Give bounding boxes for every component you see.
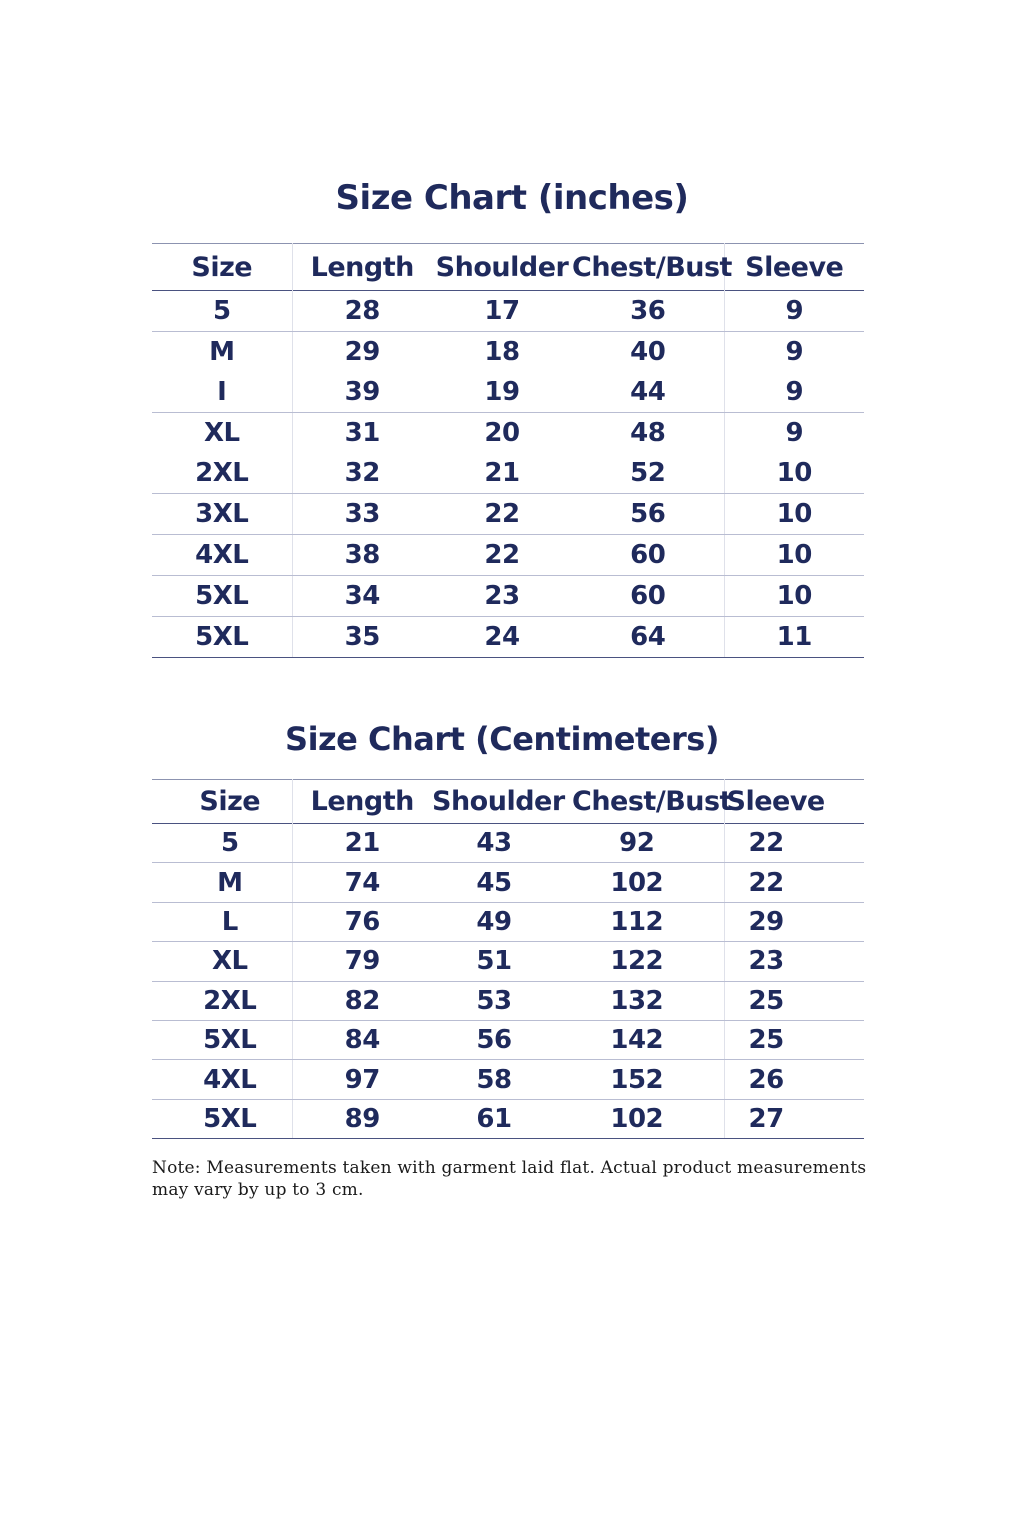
- cell-shoulder: 22: [432, 494, 572, 535]
- table-row: [152, 1020, 864, 1059]
- cell-length: 38: [292, 535, 432, 576]
- cell-chest-bust: 60: [572, 576, 724, 617]
- cell-sleeve: 29: [724, 902, 864, 941]
- cell-sleeve: 9: [785, 418, 804, 448]
- cell-length: 31: [344, 418, 380, 448]
- cell-length: 35: [292, 617, 432, 658]
- table-row: [152, 617, 864, 658]
- cell-sleeve: 25: [724, 981, 864, 1020]
- cell-length: 34: [292, 576, 432, 617]
- table-row: [152, 494, 864, 535]
- cell-shoulder: 53: [432, 981, 572, 1020]
- header-chest-bust: Chest/Bust: [572, 780, 724, 824]
- cell-length: 33: [292, 494, 432, 535]
- cell-shoulder: 49: [432, 902, 572, 941]
- cell-chest-bust: 60: [572, 535, 724, 576]
- cell-sleeve: 11: [724, 617, 864, 658]
- cell-sleeve: 9: [724, 291, 864, 332]
- cell-sleeve: 10: [724, 494, 864, 535]
- cell-sleeve: 9: [785, 337, 804, 367]
- cell-sleeve: 23: [724, 942, 864, 981]
- cell-size: 5XL: [152, 617, 292, 658]
- cell-size: 5XL: [152, 576, 292, 617]
- cell-chest-bust: 92: [572, 824, 724, 863]
- cell-shoulder: 17: [432, 291, 572, 332]
- cell-chest-bust: 40: [572, 332, 724, 373]
- cell-shoulder: 23: [432, 576, 572, 617]
- table-header-row: [152, 780, 864, 824]
- table-row: [152, 942, 864, 981]
- cell-shoulder: 51: [432, 942, 572, 981]
- cell-chest-bust: 142: [572, 1020, 724, 1059]
- cell-size: 2XL: [152, 453, 292, 494]
- cell-length: 82: [292, 981, 432, 1020]
- header-length: Length: [310, 786, 414, 817]
- table-row: [152, 413, 864, 454]
- cell-size: XL: [152, 942, 292, 981]
- header-chest-bust: Chest/Bust: [572, 244, 724, 291]
- cell-chest-bust: 64: [572, 617, 724, 658]
- cell-sleeve: 22: [724, 824, 864, 863]
- cell-sleeve: 9: [724, 372, 864, 413]
- cell-chest-bust: 48: [572, 413, 724, 454]
- header-shoulder: Shoulder: [435, 251, 569, 283]
- header-shoulder: Shoulder: [432, 786, 565, 817]
- cell-chest-bust: 102: [572, 1099, 724, 1138]
- table-row: [152, 332, 864, 373]
- cell-length: 84: [292, 1020, 432, 1059]
- cell-sleeve: 25: [724, 1020, 864, 1059]
- cell-shoulder: 21: [432, 453, 572, 494]
- cell-sleeve: 10: [724, 576, 864, 617]
- cell-length: 28: [292, 291, 432, 332]
- header-sleeve: Sleeve: [745, 251, 844, 283]
- cell-shoulder: 58: [432, 1060, 572, 1099]
- centimeters-size-table: [152, 779, 864, 1139]
- cell-size: M: [152, 332, 292, 373]
- cell-length: 76: [292, 902, 432, 941]
- cell-chest-bust: 102: [572, 863, 724, 902]
- cell-chest-bust: 152: [572, 1060, 724, 1099]
- cell-length: 32: [292, 453, 432, 494]
- table-row: [152, 824, 864, 863]
- cell-size: XL: [152, 413, 292, 454]
- measurement-note: Note: Measurements taken with garment laid flat. Actual product measurements may vary by up to 3 cm.: [152, 1158, 867, 1200]
- cell-length: 97: [292, 1060, 432, 1099]
- inches-size-table: [152, 243, 864, 658]
- cell-shoulder: 22: [432, 535, 572, 576]
- cell-shoulder: 24: [432, 617, 572, 658]
- cell-chest-bust: 56: [572, 494, 724, 535]
- cell-sleeve: 26: [724, 1060, 864, 1099]
- cell-chest-bust: 36: [572, 291, 724, 332]
- table-row: [152, 372, 864, 413]
- table-row: [152, 576, 864, 617]
- cell-size: 3XL: [152, 494, 292, 535]
- inches-chart-title: Size Chart (inches): [335, 178, 689, 218]
- cell-sleeve: 10: [724, 535, 864, 576]
- cell-size: 5: [152, 291, 292, 332]
- cell-shoulder: 45: [432, 863, 572, 902]
- cell-shoulder: 19: [432, 372, 572, 413]
- centimeters-chart-title: Size Chart (Centimeters): [285, 720, 719, 758]
- table-row: [152, 453, 864, 494]
- cell-length: 39: [292, 372, 432, 413]
- cell-shoulder: 43: [432, 824, 572, 863]
- cell-sleeve: 10: [724, 453, 864, 494]
- header-sleeve: Sleeve: [726, 786, 825, 817]
- cell-length: 29: [344, 337, 380, 367]
- cell-sleeve: 27: [724, 1099, 864, 1138]
- cell-size: L: [152, 902, 292, 941]
- cell-length: 21: [292, 824, 432, 863]
- table-row: [152, 291, 864, 332]
- cell-shoulder: 56: [432, 1020, 572, 1059]
- table-row: [152, 981, 864, 1020]
- cell-size: I: [152, 372, 292, 413]
- cell-size: 5XL: [152, 1099, 292, 1138]
- cell-chest-bust: 44: [572, 372, 724, 413]
- cell-length: 79: [292, 942, 432, 981]
- table-row: [152, 902, 864, 941]
- cell-size: 4XL: [152, 1060, 292, 1099]
- cell-chest-bust: 122: [572, 942, 724, 981]
- cell-shoulder: 20: [484, 418, 520, 448]
- cell-shoulder: 61: [432, 1099, 572, 1138]
- cell-size: 2XL: [152, 981, 292, 1020]
- header-size: Size: [152, 244, 292, 291]
- cell-chest-bust: 52: [572, 453, 724, 494]
- table-row: [152, 1099, 864, 1138]
- cell-size: 5: [152, 824, 292, 863]
- cell-sleeve: 22: [724, 863, 864, 902]
- cell-chest-bust: 132: [572, 981, 724, 1020]
- cell-size: 5XL: [152, 1020, 292, 1059]
- cell-size: 4XL: [152, 535, 292, 576]
- cell-shoulder: 18: [484, 337, 520, 367]
- cell-length: 89: [292, 1099, 432, 1138]
- table-header-row: [152, 244, 864, 291]
- table-row: [152, 863, 864, 902]
- table-row: [152, 535, 864, 576]
- table-row: [152, 1060, 864, 1099]
- cell-length: 74: [292, 863, 432, 902]
- header-size: Size: [152, 780, 292, 824]
- cell-chest-bust: 112: [572, 902, 724, 941]
- header-length: Length: [310, 251, 414, 283]
- cell-size: M: [152, 863, 292, 902]
